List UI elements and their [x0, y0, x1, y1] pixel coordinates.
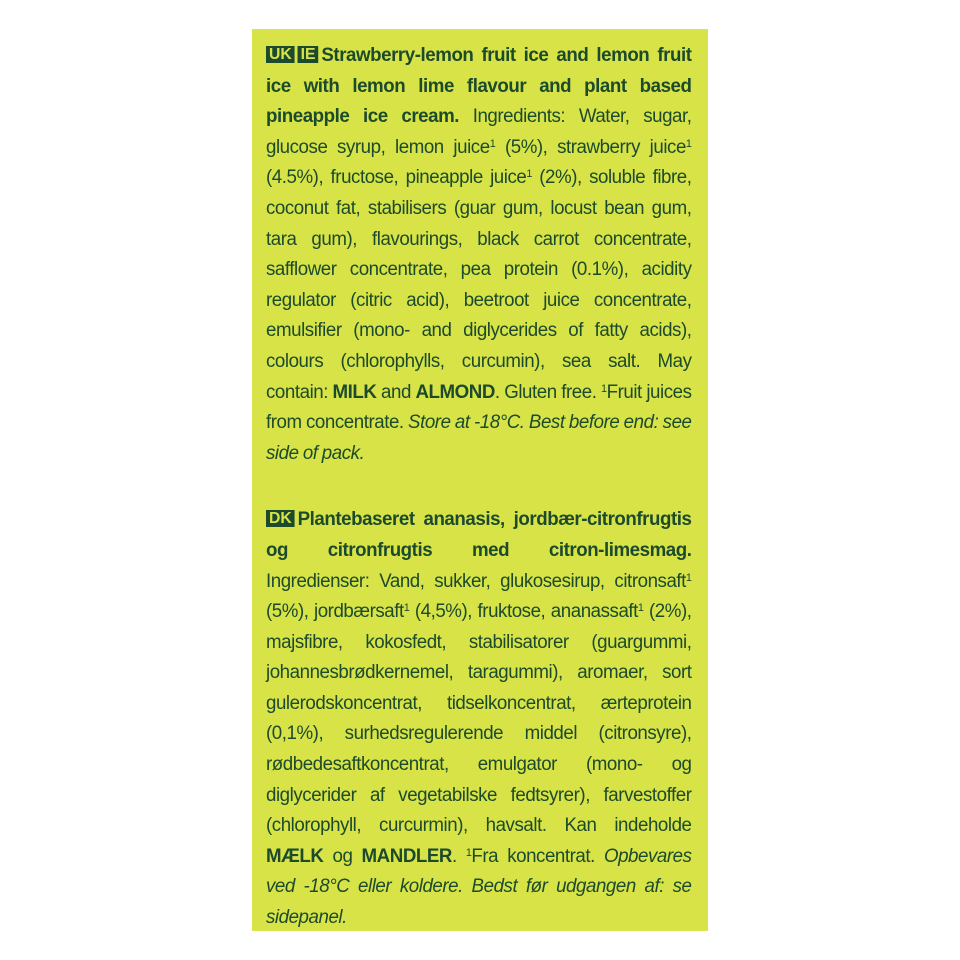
uk-ingredients-part-3: (4.5%), fructose, pineapple juice: [266, 167, 527, 189]
dk-section: [266, 505, 692, 933]
footnote-mark: 1: [465, 846, 472, 859]
dk-and-text: og: [323, 845, 362, 867]
dk-text: [266, 505, 692, 933]
flag-dk: DK: [266, 510, 295, 527]
uk-allergen-almond: ALMOND: [415, 381, 495, 403]
dk-allergen-milk: MÆLK: [266, 845, 324, 867]
footnote-mark: 1: [600, 382, 607, 395]
uk-gluten-free-text: . Gluten free.: [494, 381, 601, 403]
uk-ingredients-part-4: (2%), soluble fibre, coconut fat, stabilisers (guar gum, locust bean gum, tara gum), flavourings, black carrot concentrate, safflower concentrate, pea protein (0.1%), acidity regulator (citric acid), beetroot juice concentrate, emulsifier (mono- and diglycerides of fatty acids), colours (chlorophylls, curcumin), sea salt. May contain:: [266, 167, 692, 403]
ingredient-label-panel: [252, 29, 708, 931]
footnote-mark: 1: [637, 602, 644, 615]
footnote-mark: 1: [526, 168, 532, 181]
dk-ingredients-part-1: Ingredienser: Vand, sukker, glukosesirup, citronsaft: [266, 570, 686, 592]
dk-ingredients-part-4: (2%), majsfibre, kokosfedt, stabilisatorer (guargummi, johannesbrødkernemel, taragummi), aromaer, sort gulerodskoncentrat, tidselkoncentrat, ærteprotein (0,1%), surhedsregulerende middel (citronsyre), rødbedesaftkoncentrat, emulgator (mono- og diglycerider af vegetabilske fedtsyrer), farvestoffer (chlorophyll, curcurmin), havsalt. Kan indeholde: [266, 601, 692, 837]
uk-and-text: and: [376, 381, 416, 403]
uk-ingredients-part-1: Ingredients: Water, sugar, glucose syrup, lemon juice: [266, 106, 692, 158]
footnote-mark: 1: [685, 137, 692, 150]
uk-product-title: Strawberry-lemon fruit ice and lemon fruit ice with lemon lime flavour and plant based pineapple ice cream.: [266, 45, 692, 128]
footnote-mark: 1: [489, 137, 496, 150]
dk-ingredients-part-3: (4,5%), fruktose, ananassaft: [409, 601, 638, 623]
uk-footnote-text: Fruit juices from concentrate.: [266, 381, 692, 434]
uk-ie-section: [266, 41, 692, 469]
dk-storage-instructions: Opbevares ved -18°C eller koldere. Bedst før udgangen af: se sidepanel.: [266, 845, 692, 929]
uk-ie-text: [266, 41, 692, 469]
uk-storage-instructions: Store at -18°C. Best before end: see side of pack.: [266, 412, 692, 464]
uk-ingredients-part-2: (5%), strawberry juice: [495, 136, 686, 158]
uk-allergen-milk: MILK: [332, 381, 377, 403]
footnote-mark: 1: [403, 602, 410, 615]
dk-product-title: Plantebaseret ananasis, jordbær-citronfrugtis og citronfrugtis med citron-limesmag.: [266, 509, 692, 561]
dk-dot-text: .: [451, 845, 466, 867]
flag-ie: IE: [298, 46, 319, 63]
dk-allergen-almond: MANDLER: [361, 845, 452, 867]
flag-uk: UK: [266, 46, 295, 63]
footnote-mark: 1: [685, 571, 692, 584]
dk-footnote-text: Fra koncentrat.: [471, 845, 604, 867]
dk-ingredients-part-2: (5%), jordbærsaft: [266, 601, 404, 623]
